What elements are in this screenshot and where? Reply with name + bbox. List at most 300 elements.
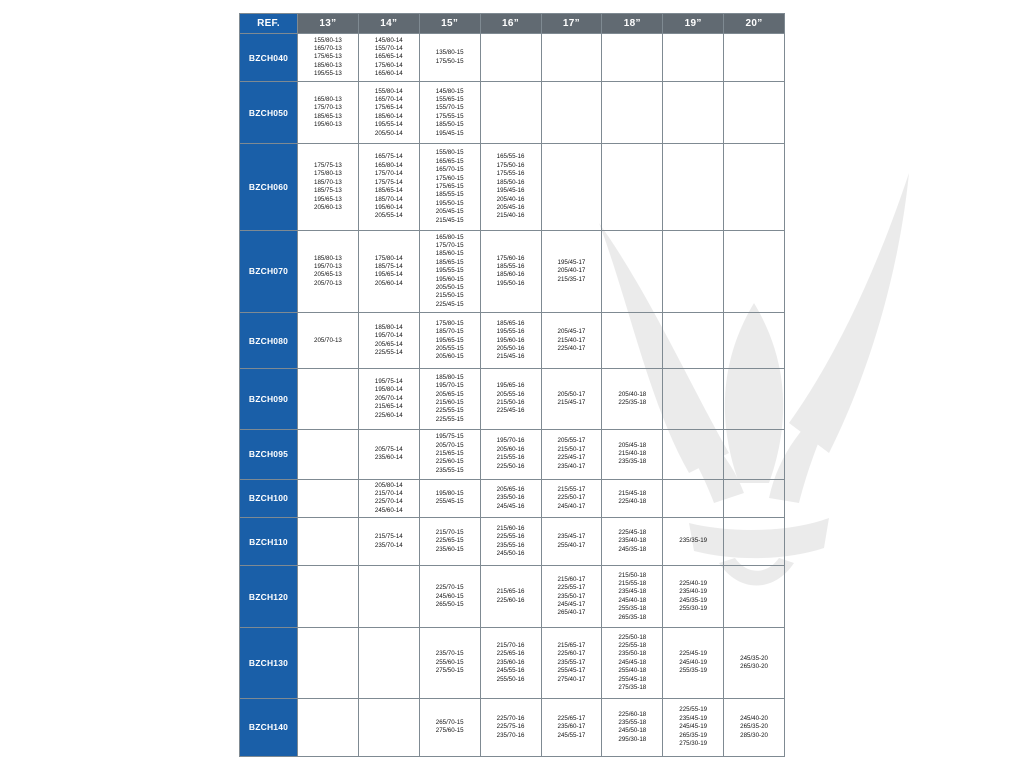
size-cell-18-inch xyxy=(602,566,663,628)
size-cell-14-inch xyxy=(358,479,419,517)
size-cell-18-inch xyxy=(602,34,663,82)
tire-size: 225/65-16 xyxy=(496,650,525,658)
size-cell-20-inch xyxy=(724,34,785,82)
size-cell-18-inch xyxy=(602,82,663,144)
tire-size: 225/60-14 xyxy=(374,411,403,419)
size-cell-20-inch xyxy=(724,429,785,479)
tire-size: 185/80-14 xyxy=(374,323,403,331)
tire-size: 205/60-16 xyxy=(496,445,525,453)
size-cell-19-inch xyxy=(663,566,724,628)
size-cell-16-inch xyxy=(480,429,541,479)
tire-size: 195/45-15 xyxy=(435,129,464,137)
size-cell-18-inch xyxy=(602,517,663,565)
header-19-inch: 19” xyxy=(663,14,724,34)
header-ref: REF. xyxy=(240,14,298,34)
size-cell-19-inch xyxy=(663,517,724,565)
tire-size: 235/55-15 xyxy=(435,466,464,474)
tire-size: 175/70-13 xyxy=(314,104,342,112)
table-row xyxy=(240,369,785,429)
size-cell-20-inch xyxy=(724,313,785,369)
tire-size: 205/50-17 xyxy=(557,390,586,398)
size-cell-17-inch xyxy=(541,82,602,144)
size-cell-19-inch xyxy=(663,429,724,479)
size-cell-14-inch xyxy=(358,313,419,369)
tire-size: 165/80-13 xyxy=(314,96,342,103)
tire-size: 225/60-15 xyxy=(435,458,464,466)
tire-size: 275/40-17 xyxy=(557,675,586,683)
tire-size: 155/70-14 xyxy=(374,44,403,52)
tire-size: 185/55-15 xyxy=(435,191,464,199)
tire-size: 195/70-13 xyxy=(314,263,342,271)
tire-size: 195/65-14 xyxy=(374,271,403,279)
tire-size: 205/55-17 xyxy=(557,437,586,445)
tire-size: 205/50-15 xyxy=(435,284,464,292)
tire-size: 165/70-15 xyxy=(435,166,464,174)
tire-size: 145/80-15 xyxy=(435,87,464,95)
tire-size: 205/55-14 xyxy=(374,212,403,220)
size-cell-13-inch xyxy=(298,82,359,144)
tire-size: 215/50-17 xyxy=(557,445,586,453)
size-cell-17-inch xyxy=(541,698,602,756)
tire-size: 205/70-13 xyxy=(314,336,342,344)
tire-size: 215/65-15 xyxy=(435,449,464,457)
row-ref-label: BZCH130 xyxy=(240,628,298,698)
tire-size: 225/70-16 xyxy=(496,714,525,722)
tire-size: 245/55-16 xyxy=(496,667,525,675)
tire-size: 185/70-13 xyxy=(314,178,342,186)
tire-size: 255/50-16 xyxy=(496,675,525,683)
row-ref-label: BZCH060 xyxy=(240,144,298,230)
tire-size: 195/55-16 xyxy=(496,328,525,336)
size-cell-18-inch xyxy=(602,429,663,479)
tire-size: 275/50-15 xyxy=(435,667,464,675)
row-ref-label: BZCH140 xyxy=(240,698,298,756)
tire-size: 235/70-15 xyxy=(435,650,464,658)
tire-size: 185/65-13 xyxy=(314,112,342,120)
tire-size: 185/75-14 xyxy=(374,263,403,271)
size-cell-13-inch xyxy=(298,429,359,479)
tire-size: 225/45-16 xyxy=(496,407,525,415)
tire-size: 245/40-19 xyxy=(679,658,708,666)
tire-size: 225/55-19 xyxy=(679,706,708,714)
size-cell-15-inch xyxy=(419,144,480,230)
tire-size: 185/50-15 xyxy=(435,121,464,129)
tire-size: 215/40-16 xyxy=(496,212,525,220)
header-16-inch: 16” xyxy=(480,14,541,34)
tire-size: 245/60-14 xyxy=(374,506,403,514)
size-cell-13-inch xyxy=(298,369,359,429)
header-15-inch: 15” xyxy=(419,14,480,34)
tire-size: 175/65-14 xyxy=(374,104,403,112)
tire-size: 245/45-17 xyxy=(557,600,586,608)
size-cell-20-inch xyxy=(724,144,785,230)
size-cell-20-inch xyxy=(724,566,785,628)
tire-size: 215/50-18 xyxy=(618,571,647,579)
tire-size: 215/40-17 xyxy=(557,336,586,344)
tire-size: 215/45-16 xyxy=(496,353,525,361)
size-cell-14-inch xyxy=(358,628,419,698)
tire-size: 175/65-13 xyxy=(314,53,342,61)
tire-size: 205/60-15 xyxy=(435,353,464,361)
header-17-inch: 17” xyxy=(541,14,602,34)
tire-size: 255/45-15 xyxy=(435,498,464,506)
tire-size: 215/35-17 xyxy=(557,275,586,283)
tire-size: 225/50-18 xyxy=(618,633,647,641)
header-row xyxy=(240,14,785,34)
tire-size: 245/45-18 xyxy=(618,658,647,666)
tire-size: 175/50-16 xyxy=(496,161,525,169)
tire-size: 205/65-13 xyxy=(314,271,342,279)
tire-size: 215/45-17 xyxy=(557,398,586,406)
row-ref-label: BZCH080 xyxy=(240,313,298,369)
size-cell-18-inch xyxy=(602,698,663,756)
size-cell-15-inch xyxy=(419,34,480,82)
tire-size: 215/60-15 xyxy=(435,398,464,406)
tire-size: 245/35-18 xyxy=(618,545,647,553)
tire-size: 215/70-15 xyxy=(435,528,464,536)
tire-size: 245/35-19 xyxy=(679,596,708,604)
tire-size: 275/35-18 xyxy=(618,684,647,692)
tire-size: 165/65-15 xyxy=(435,157,464,165)
size-cell-17-inch xyxy=(541,230,602,312)
tire-size: 205/40-17 xyxy=(557,267,586,275)
row-ref-label: BZCH040 xyxy=(240,34,298,82)
tire-size: 155/70-15 xyxy=(435,104,464,112)
tire-size: 175/75-14 xyxy=(374,178,403,186)
tire-size: 205/45-18 xyxy=(618,441,647,449)
tire-size: 235/70-14 xyxy=(374,541,403,549)
size-cell-19-inch xyxy=(663,230,724,312)
tire-size: 195/70-16 xyxy=(496,437,525,445)
tire-size: 175/60-14 xyxy=(374,61,403,69)
tire-size: 195/70-14 xyxy=(374,332,403,340)
tire-size: 225/55-18 xyxy=(618,642,647,649)
tire-size: 155/65-15 xyxy=(435,96,464,103)
tire-size: 175/75-13 xyxy=(314,161,342,169)
tire-size: 215/50-16 xyxy=(496,398,525,406)
row-ref-label: BZCH100 xyxy=(240,479,298,517)
tire-size: 205/65-15 xyxy=(435,390,464,398)
size-cell-15-inch xyxy=(419,230,480,312)
size-cell-15-inch xyxy=(419,369,480,429)
tire-size: 165/55-16 xyxy=(496,153,525,161)
table-row xyxy=(240,566,785,628)
size-cell-13-inch xyxy=(298,517,359,565)
tire-size: 175/55-16 xyxy=(496,170,525,178)
size-cell-14-inch xyxy=(358,698,419,756)
size-cell-16-inch xyxy=(480,82,541,144)
tire-size: 225/55-15 xyxy=(435,407,464,415)
size-cell-18-inch xyxy=(602,628,663,698)
tire-size: 165/80-14 xyxy=(374,161,403,169)
tire-size: 215/45-15 xyxy=(435,216,464,224)
tire-size: 205/50-16 xyxy=(496,344,525,352)
tire-size: 235/45-17 xyxy=(557,533,586,541)
tire-size: 225/45-18 xyxy=(618,528,647,536)
tire-size: 195/60-15 xyxy=(435,275,464,283)
tire-size: 175/60-16 xyxy=(496,254,525,262)
tire-size: 195/70-15 xyxy=(435,382,464,390)
size-cell-13-inch xyxy=(298,698,359,756)
tire-size: 185/70-15 xyxy=(435,328,464,336)
tire-size: 205/70-14 xyxy=(374,394,403,402)
tire-size: 265/35-20 xyxy=(740,723,768,731)
header-13-inch: 13” xyxy=(298,14,359,34)
tire-size: 235/55-18 xyxy=(618,718,647,726)
size-cell-16-inch xyxy=(480,144,541,230)
tire-size: 245/55-17 xyxy=(557,731,586,739)
tire-size: 195/50-16 xyxy=(496,279,525,287)
tire-size: 245/60-15 xyxy=(435,592,464,600)
tire-size: 185/80-15 xyxy=(435,373,464,381)
tire-size: 225/35-18 xyxy=(618,398,647,406)
tire-size: 185/55-16 xyxy=(496,263,525,271)
tire-size: 165/60-14 xyxy=(374,70,403,78)
tire-size: 265/30-20 xyxy=(740,663,768,671)
tire-size: 185/75-13 xyxy=(314,187,342,195)
size-cell-19-inch xyxy=(663,369,724,429)
tire-size: 215/60-16 xyxy=(496,524,525,532)
tire-size: 165/75-14 xyxy=(374,153,403,161)
tire-size: 235/50-17 xyxy=(557,592,586,600)
size-cell-17-inch xyxy=(541,144,602,230)
tire-size: 195/50-15 xyxy=(435,199,464,207)
tire-size: 175/60-15 xyxy=(435,174,464,182)
tire-size: 205/70-13 xyxy=(314,279,342,287)
tire-size: 185/60-16 xyxy=(496,271,525,279)
tire-size: 245/40-20 xyxy=(740,714,768,722)
tire-size: 235/40-17 xyxy=(557,462,586,470)
tire-size: 235/60-17 xyxy=(557,723,586,731)
size-cell-20-inch xyxy=(724,517,785,565)
tire-size: 245/50-16 xyxy=(496,549,525,557)
tire-size: 195/60-14 xyxy=(374,203,403,211)
size-cell-15-inch xyxy=(419,313,480,369)
size-cell-13-inch xyxy=(298,230,359,312)
tire-size: 225/55-15 xyxy=(435,415,464,423)
tire-size: 235/60-14 xyxy=(374,454,403,462)
size-cell-13-inch xyxy=(298,144,359,230)
tire-size: 175/80-14 xyxy=(374,254,403,262)
row-ref-label: BZCH050 xyxy=(240,82,298,144)
size-cell-17-inch xyxy=(541,628,602,698)
size-cell-14-inch xyxy=(358,517,419,565)
tire-size: 225/55-14 xyxy=(374,349,403,357)
tire-size: 225/75-16 xyxy=(496,723,525,731)
tire-size: 275/60-15 xyxy=(435,727,464,735)
size-cell-13-inch xyxy=(298,566,359,628)
tire-size: 265/50-15 xyxy=(435,600,464,608)
header-14-inch: 14” xyxy=(358,14,419,34)
size-cell-14-inch xyxy=(358,82,419,144)
tire-size: 195/75-14 xyxy=(374,377,403,385)
tire-size: 265/40-17 xyxy=(557,609,586,617)
size-cell-17-inch xyxy=(541,517,602,565)
row-ref-label: BZCH110 xyxy=(240,517,298,565)
tire-size: 235/50-18 xyxy=(618,650,647,658)
row-ref-label: BZCH095 xyxy=(240,429,298,479)
table-row xyxy=(240,479,785,517)
header-18-inch: 18” xyxy=(602,14,663,34)
row-ref-label: BZCH120 xyxy=(240,566,298,628)
tire-size: 175/70-14 xyxy=(374,170,403,178)
size-cell-20-inch xyxy=(724,82,785,144)
tire-size: 255/45-18 xyxy=(618,675,647,683)
size-cell-13-inch xyxy=(298,34,359,82)
tire-size: 245/45-19 xyxy=(679,723,708,731)
tire-size: 215/55-17 xyxy=(557,485,586,493)
tire-size: 225/40-18 xyxy=(618,498,647,506)
size-cell-15-inch xyxy=(419,479,480,517)
tire-size: 195/45-17 xyxy=(557,258,586,266)
tire-size: 195/45-16 xyxy=(496,187,525,195)
size-cell-14-inch xyxy=(358,566,419,628)
tire-size: 195/80-14 xyxy=(374,386,403,394)
tire-size: 215/65-17 xyxy=(557,642,586,649)
tire-size: 155/80-15 xyxy=(435,149,464,157)
tire-size: 215/55-16 xyxy=(496,454,525,462)
size-cell-16-inch xyxy=(480,698,541,756)
tire-size: 245/35-20 xyxy=(740,654,768,662)
tire-size: 275/30-19 xyxy=(679,739,708,747)
tire-size: 225/55-17 xyxy=(557,584,586,592)
tire-size: 185/60-13 xyxy=(314,61,342,69)
tire-size: 245/50-18 xyxy=(618,727,647,735)
tire-size: 205/80-14 xyxy=(374,481,403,489)
table-row xyxy=(240,429,785,479)
tire-size: 185/50-16 xyxy=(496,178,525,186)
table-row xyxy=(240,34,785,82)
size-cell-18-inch xyxy=(602,144,663,230)
size-cell-17-inch xyxy=(541,429,602,479)
table-row xyxy=(240,698,785,756)
tire-size: 225/50-17 xyxy=(557,494,586,502)
size-cell-13-inch xyxy=(298,479,359,517)
size-cell-18-inch xyxy=(602,369,663,429)
tire-size: 225/40-17 xyxy=(557,344,586,352)
tire-size: 215/65-16 xyxy=(496,588,525,596)
tire-size: 185/60-15 xyxy=(435,250,464,258)
size-cell-17-inch xyxy=(541,369,602,429)
size-cell-16-inch xyxy=(480,479,541,517)
size-cell-18-inch xyxy=(602,230,663,312)
tire-size: 255/30-19 xyxy=(679,605,708,613)
tire-size: 195/60-16 xyxy=(496,336,525,344)
tire-size: 255/60-15 xyxy=(435,658,464,666)
tire-size: 235/70-16 xyxy=(496,731,525,739)
tire-size: 255/40-17 xyxy=(557,541,586,549)
tire-size: 295/30-18 xyxy=(618,735,647,743)
size-cell-20-inch xyxy=(724,479,785,517)
size-cell-14-inch xyxy=(358,230,419,312)
tire-size: 195/80-15 xyxy=(435,489,464,497)
tire-size: 215/55-18 xyxy=(618,579,647,587)
tire-size: 195/55-14 xyxy=(374,121,403,129)
tire-size: 205/45-17 xyxy=(557,328,586,336)
tire-size: 255/40-18 xyxy=(618,667,647,675)
tire-size: 165/80-15 xyxy=(435,233,464,241)
tire-size: 155/80-13 xyxy=(314,36,342,44)
tire-size: 245/40-17 xyxy=(557,502,586,510)
tire-size: 185/65-15 xyxy=(435,258,464,266)
size-cell-19-inch xyxy=(663,34,724,82)
row-ref-label: BZCH070 xyxy=(240,230,298,312)
tire-size: 225/70-15 xyxy=(435,584,464,592)
size-cell-14-inch xyxy=(358,34,419,82)
tire-size: 175/80-15 xyxy=(435,319,464,327)
tire-size: 175/70-15 xyxy=(435,242,464,250)
tire-size: 185/60-14 xyxy=(374,112,403,120)
tire-size: 235/45-19 xyxy=(679,714,708,722)
size-cell-18-inch xyxy=(602,313,663,369)
tire-size: 245/40-18 xyxy=(618,596,647,604)
tire-size: 255/35-19 xyxy=(679,667,708,675)
tire-size: 185/80-13 xyxy=(314,254,342,262)
size-cell-16-inch xyxy=(480,517,541,565)
tire-size: 225/45-15 xyxy=(435,300,464,308)
tire-size: 225/45-19 xyxy=(679,650,708,658)
tire-size: 165/65-14 xyxy=(374,53,403,61)
tire-size: 225/65-15 xyxy=(435,537,464,545)
size-cell-15-inch xyxy=(419,566,480,628)
tire-size: 215/75-14 xyxy=(374,533,403,541)
tire-size: 195/65-16 xyxy=(496,382,525,390)
tire-size: 205/50-14 xyxy=(374,129,403,137)
size-cell-15-inch xyxy=(419,429,480,479)
size-cell-16-inch xyxy=(480,566,541,628)
tire-size: 225/60-17 xyxy=(557,650,586,658)
tire-size: 225/60-16 xyxy=(496,596,525,604)
tire-size-table xyxy=(239,13,785,757)
table-row xyxy=(240,517,785,565)
size-cell-19-inch xyxy=(663,144,724,230)
tire-size: 175/80-13 xyxy=(314,170,342,178)
tire-size: 165/70-13 xyxy=(314,44,342,52)
tire-size: 255/35-18 xyxy=(618,605,647,613)
tire-size: 205/55-16 xyxy=(496,390,525,398)
tire-size: 235/45-18 xyxy=(618,588,647,596)
tire-size: 225/50-16 xyxy=(496,462,525,470)
table-row xyxy=(240,313,785,369)
size-cell-18-inch xyxy=(602,479,663,517)
tire-size: 215/60-17 xyxy=(557,575,586,583)
size-cell-13-inch xyxy=(298,628,359,698)
tire-size: 215/40-18 xyxy=(618,449,647,457)
tire-size: 225/65-17 xyxy=(557,714,586,722)
tire-size: 205/75-14 xyxy=(374,445,403,453)
size-cell-20-inch xyxy=(724,369,785,429)
tire-size: 265/35-18 xyxy=(618,613,647,621)
table-row xyxy=(240,628,785,698)
tire-size: 185/65-16 xyxy=(496,319,525,327)
tire-size: 265/35-19 xyxy=(679,731,708,739)
size-chart xyxy=(239,13,784,757)
tire-size: 195/55-13 xyxy=(314,70,342,78)
size-cell-19-inch xyxy=(663,479,724,517)
tire-size: 205/70-15 xyxy=(435,441,464,449)
size-cell-20-inch xyxy=(724,628,785,698)
tire-size: 215/70-14 xyxy=(374,489,403,497)
size-cell-13-inch xyxy=(298,313,359,369)
tire-size: 285/30-20 xyxy=(740,731,768,739)
tire-size: 265/70-15 xyxy=(435,718,464,726)
size-cell-16-inch xyxy=(480,313,541,369)
tire-size: 235/35-19 xyxy=(679,537,708,545)
tire-size: 215/50-15 xyxy=(435,292,464,300)
tire-size: 155/80-14 xyxy=(374,87,403,95)
tire-size: 195/65-15 xyxy=(435,336,464,344)
tire-size: 185/65-14 xyxy=(374,187,403,195)
